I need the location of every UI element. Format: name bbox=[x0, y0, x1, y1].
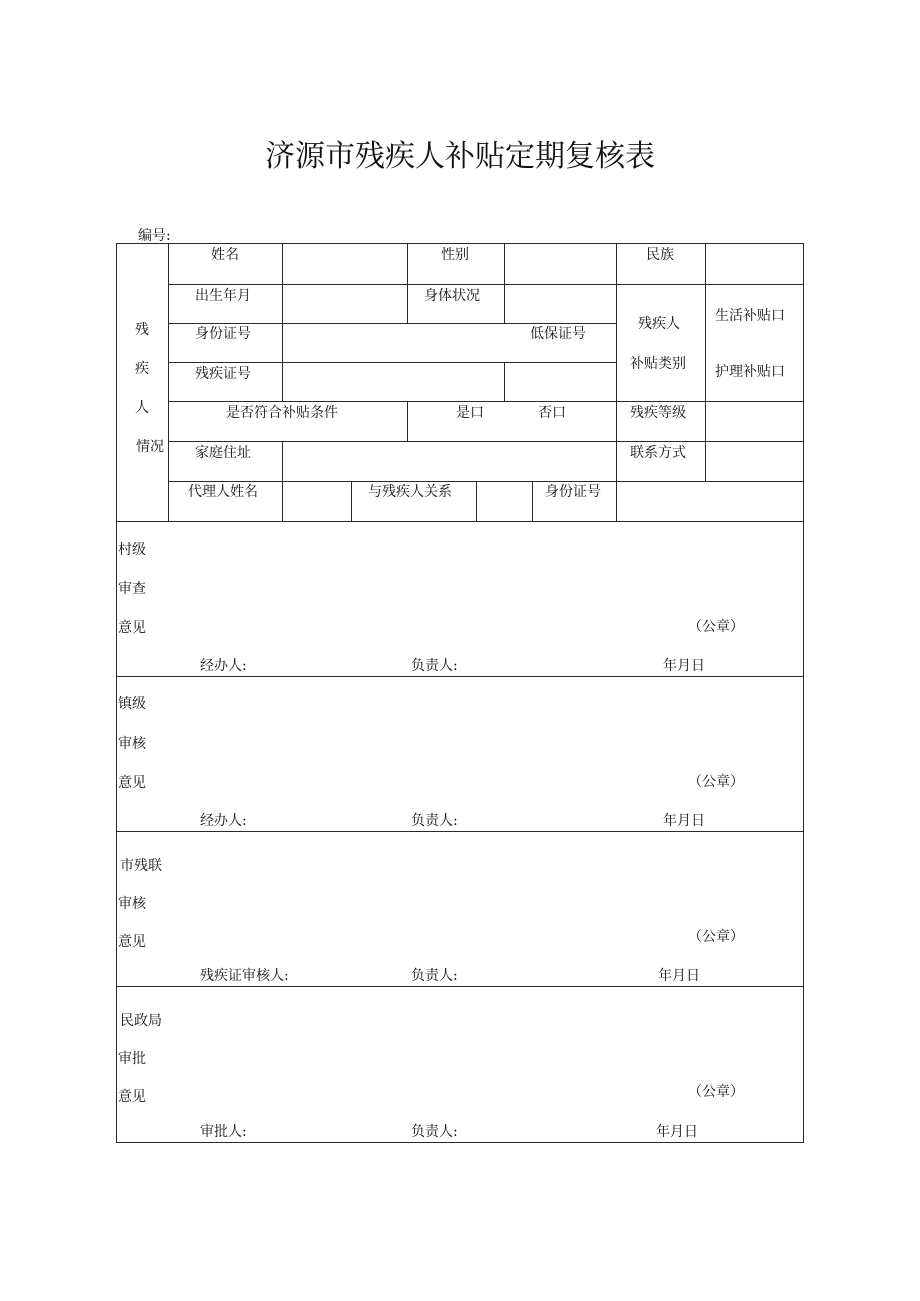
col-divider bbox=[705, 401, 706, 481]
gender-label: 性别 bbox=[441, 247, 469, 263]
ethnicity-label: 民族 bbox=[646, 247, 674, 263]
handler-label: 经办人: bbox=[200, 813, 247, 829]
row-divider bbox=[168, 284, 804, 285]
low-income-number-label: 低保证号 bbox=[530, 326, 586, 342]
section-side-label: 审批 bbox=[118, 1051, 146, 1067]
col-divider bbox=[616, 243, 617, 481]
col-divider bbox=[407, 243, 408, 323]
col-divider bbox=[282, 481, 283, 521]
eligible-label: 是否符合补贴条件 bbox=[226, 405, 338, 421]
col-divider bbox=[705, 284, 706, 401]
row-divider bbox=[168, 401, 804, 402]
name-label: 姓名 bbox=[211, 247, 239, 263]
section-side-label: 审核 bbox=[118, 736, 146, 752]
row-divider bbox=[168, 362, 616, 363]
address-label: 家庭住址 bbox=[195, 445, 251, 461]
form-number-label: 编号: bbox=[138, 228, 171, 244]
official-seal-label: （公章） bbox=[688, 619, 744, 635]
id-number-label: 身份证号 bbox=[195, 326, 251, 342]
col-divider bbox=[407, 401, 408, 441]
col-divider bbox=[616, 481, 617, 521]
col-divider bbox=[282, 243, 283, 323]
official-seal-label: （公章） bbox=[688, 774, 744, 790]
row-divider bbox=[168, 481, 804, 482]
side-label-char: 情况 bbox=[136, 439, 164, 455]
section-side-label: 审查 bbox=[118, 581, 146, 597]
section-side-label: 意见 bbox=[118, 620, 146, 636]
official-seal-label: （公章） bbox=[688, 929, 744, 945]
side-label-char: 人 bbox=[135, 400, 149, 416]
col-divider bbox=[282, 323, 283, 401]
date-label: 年月日 bbox=[663, 813, 705, 829]
eligible-yes-checkbox[interactable]: 是口 bbox=[456, 405, 484, 421]
col-divider bbox=[705, 243, 706, 284]
responsible-label: 负责人: bbox=[411, 813, 458, 829]
handler-label: 审批人: bbox=[200, 1124, 247, 1140]
date-label: 年月日 bbox=[663, 658, 705, 674]
page-title: 济源市残疾人补贴定期复核表 bbox=[265, 139, 655, 174]
section-side-label: 意见 bbox=[118, 1089, 146, 1105]
responsible-label: 负责人: bbox=[411, 658, 458, 674]
responsible-label: 负责人: bbox=[411, 968, 458, 984]
section-divider bbox=[116, 986, 804, 987]
col-divider bbox=[351, 481, 352, 521]
section-side-label: 镇级 bbox=[118, 696, 146, 712]
agent-name-label: 代理人姓名 bbox=[188, 484, 258, 500]
col-divider bbox=[504, 362, 505, 401]
responsible-label: 负责人: bbox=[411, 1124, 458, 1140]
subsidy-type-label: 残疾人 bbox=[638, 316, 680, 332]
handler-label: 残疾证审核人: bbox=[200, 968, 289, 984]
section-divider bbox=[116, 831, 804, 832]
physical-label: 身体状况 bbox=[424, 288, 480, 304]
section-side-label: 意见 bbox=[118, 934, 146, 950]
birth-label: 出生年月 bbox=[195, 288, 251, 304]
contact-label: 联系方式 bbox=[630, 445, 686, 461]
living-subsidy-checkbox[interactable]: 生活补贴口 bbox=[715, 308, 785, 324]
subsidy-type-label: 补贴类别 bbox=[630, 356, 686, 372]
disability-level-label: 残疾等级 bbox=[630, 405, 686, 421]
section-divider bbox=[116, 676, 804, 677]
date-label: 年月日 bbox=[656, 1124, 698, 1140]
date-label: 年月日 bbox=[658, 968, 700, 984]
section-divider bbox=[116, 521, 804, 522]
handler-label: 经办人: bbox=[200, 658, 247, 674]
col-divider bbox=[282, 441, 283, 481]
disability-cert-label: 残疾证号 bbox=[195, 366, 251, 382]
official-seal-label: （公章） bbox=[688, 1084, 744, 1100]
row-divider bbox=[168, 323, 616, 324]
section-side-label: 审核 bbox=[118, 896, 146, 912]
section-side-label: 村级 bbox=[118, 542, 146, 558]
relation-label: 与残疾人关系 bbox=[368, 484, 452, 500]
agent-id-label: 身份证号 bbox=[545, 484, 601, 500]
side-label-char: 残 bbox=[135, 322, 149, 338]
side-label-char: 疾 bbox=[135, 361, 149, 377]
section-side-label: 民政局 bbox=[120, 1013, 162, 1029]
col-divider bbox=[168, 243, 169, 521]
section-side-label: 市残联 bbox=[120, 858, 162, 874]
row-divider bbox=[168, 441, 804, 442]
care-subsidy-checkbox[interactable]: 护理补贴口 bbox=[715, 364, 785, 380]
col-divider bbox=[504, 243, 505, 323]
eligible-no-checkbox[interactable]: 否口 bbox=[538, 405, 566, 421]
col-divider bbox=[476, 481, 477, 521]
section-side-label: 意见 bbox=[118, 775, 146, 791]
col-divider bbox=[532, 481, 533, 521]
